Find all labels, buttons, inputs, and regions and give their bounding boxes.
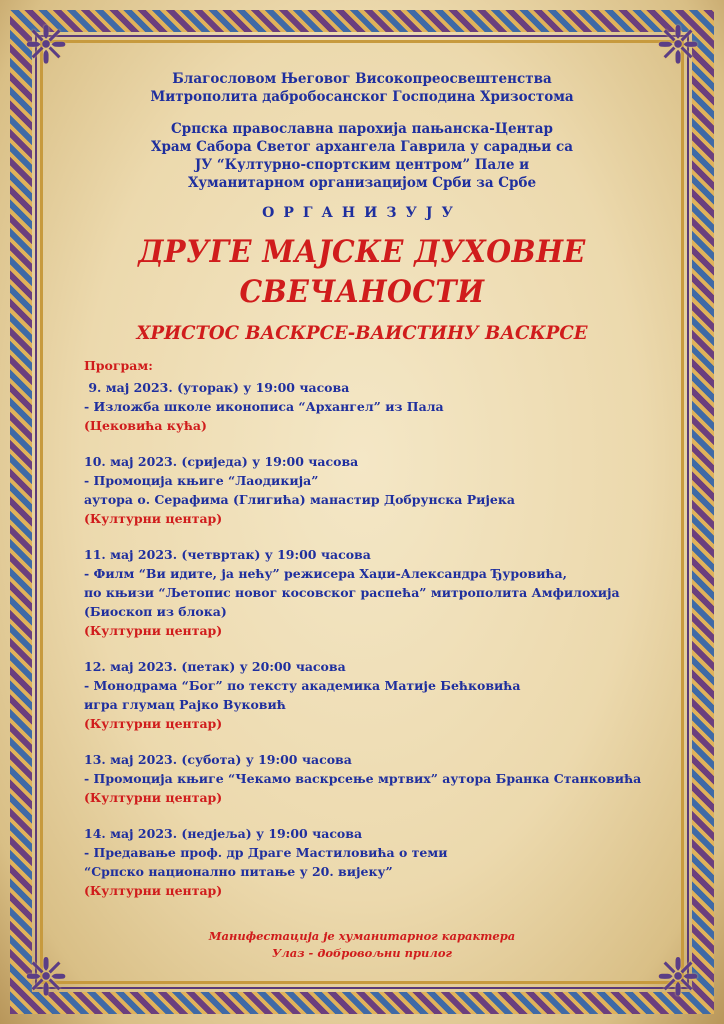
event-item — [84, 452, 664, 528]
event-line: - Промоција књиге “Лаодикија” — [84, 473, 319, 488]
event-line: 12. мај 2023. (петак) у 20:00 часова — [84, 659, 346, 674]
blessing-line: Митрополита дабробосанског Господина Хризостома — [150, 89, 574, 105]
page-title: ДРУГЕ МАЈСКЕ ДУХОВНЕ СВЕЧАНОСТИ — [138, 234, 586, 310]
event-line: 10. мај 2023. (сриједа) у 19:00 часова — [84, 454, 359, 469]
event-item — [84, 378, 664, 435]
footer-note — [60, 928, 664, 962]
organizer-line: Српска православна парохија пањанска-Центар — [171, 121, 553, 137]
event-item — [84, 824, 664, 900]
event-line: 9. мај 2023. (уторак) у 19:00 часова — [84, 380, 350, 395]
corner-ornament-icon: ❈ — [656, 16, 700, 76]
footer-line: Манифестација је хуманитарног карактера — [208, 929, 516, 943]
footer-line: Улаз - добровољни прилог — [272, 946, 452, 960]
event-line: 13. мај 2023. (субота) у 19:00 часова — [84, 752, 352, 767]
event-item — [84, 545, 664, 640]
event-line: “Српско национално питање у 20. вијеку” — [84, 864, 393, 879]
organize-word: ОРГАНИЗУЈУ — [262, 205, 462, 221]
organizer-line: ЈУ “Културно-спортским центром” Пале и — [194, 157, 530, 173]
event-line: аутора о. Серафима (Глигића) манастир Добрунска Ријека — [84, 492, 515, 507]
event-line: - Промоција књиге “Чекамо васкрсење мртвих” аутора Бранка Станковића — [84, 771, 642, 786]
event-line: - Изложба школе иконописа “Архангел” из Пала — [84, 399, 444, 414]
event-line: 14. мај 2023. (недјеља) у 19:00 часова — [84, 826, 363, 841]
event-line: 11. мај 2023. (четвртак) у 19:00 часова — [84, 547, 371, 562]
page-subtitle: ХРИСТОС ВАСКРСЕ-ВАИСТИНУ ВАСКРСЕ — [136, 322, 588, 344]
corner-ornament-icon: ❈ — [24, 948, 68, 1008]
program-label: Програм: — [84, 358, 153, 373]
event-item — [84, 750, 664, 807]
organizer-line: Храм Сабора Светог архангела Гаврила у сарадњи са — [151, 139, 573, 155]
event-line: - Предавање проф. др Драге Мастиловића о теми — [84, 845, 448, 860]
event-venue: (Цековића кућа) — [84, 418, 207, 433]
event-venue: (Културни центар) — [84, 623, 223, 638]
event-line: игра глумац Рајко Вуковић — [84, 697, 286, 712]
poster-content — [60, 70, 664, 917]
corner-ornament-icon: ❈ — [656, 948, 700, 1008]
event-item — [84, 657, 664, 733]
event-line: (Биоскоп из блока) — [84, 604, 227, 619]
blessing-line: Благословом Његовог Високопреосвештенства — [172, 71, 552, 87]
event-list — [60, 378, 664, 900]
event-line: - Монодрама “Бог” по тексту академика Матије Бећковића — [84, 678, 521, 693]
event-line: - Филм “Ви идите, ја нећу” режисера Хаџи-Александра Ђуровића, — [84, 566, 568, 581]
corner-ornament-icon: ❈ — [24, 16, 68, 76]
event-venue: (Културни центар) — [84, 511, 223, 526]
event-venue: (Културни центар) — [84, 883, 223, 898]
event-venue: (Културни центар) — [84, 716, 223, 731]
organizer-line: Хуманитарном организацијом Срби за Србе — [187, 175, 537, 191]
event-line: по књизи “Љетопис новог косовског распећа” митрополита Амфилохија — [84, 585, 620, 600]
event-venue: (Културни центар) — [84, 790, 223, 805]
